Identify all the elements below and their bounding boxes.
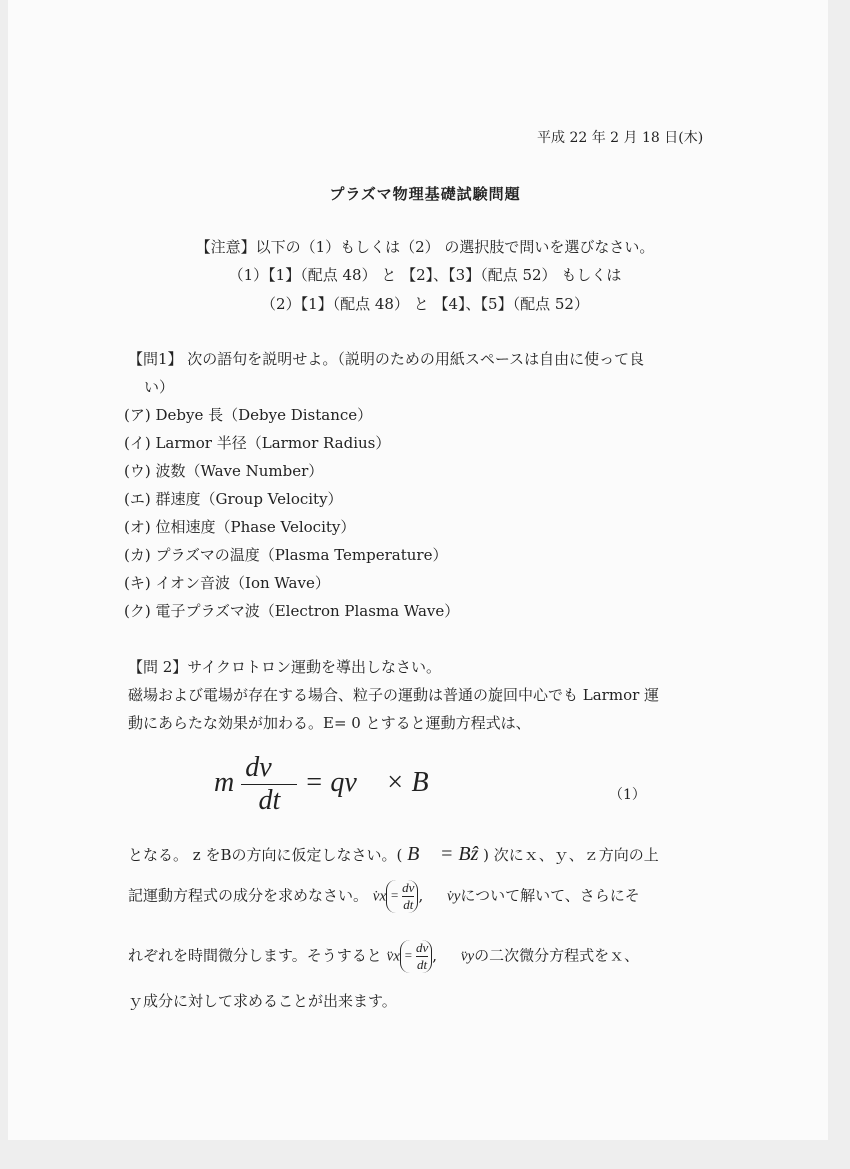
vx-definition: = $\frac{dv}{dt}$: [386, 880, 418, 913]
frac-num: dv: [402, 880, 415, 895]
vx-dot: v̇x: [372, 888, 387, 905]
exam-date: 平成 22 年 2 月 18 日(木): [537, 130, 704, 146]
frac-den: dt: [417, 957, 428, 972]
q2-heading: 【問 2】サイクロトロン運動を導出しなさい。: [128, 658, 441, 676]
q1-item: (ウ) 波数（Wave Number）: [124, 462, 324, 480]
vy-dot: v̇y: [447, 888, 461, 905]
equation-number: （1）: [609, 787, 646, 803]
exam-title: プラズマ物理基礎試験問題: [329, 185, 521, 203]
eq-numerator: dv⃗: [241, 752, 297, 785]
notice-line-3: （2）【1】（配点 48） と 【4】、【5】（配点 52）: [261, 295, 589, 313]
vx-ddot-definition: = $\frac{dv}{dt}$: [400, 940, 432, 973]
q2-line-4-text: 記運動方程式の成分を求めなさい。: [128, 886, 369, 905]
q1-heading: 【問1】 次の語句を説明せよ。（説明のための用紙スペースは自由に使って良: [128, 350, 645, 368]
q2-line-3: [128, 843, 659, 866]
notice-line-1: 【注意】以下の（1）もしくは（2） の選択肢で問いを選びなさい。: [195, 238, 655, 256]
frac-num: dv: [415, 940, 429, 955]
q1-item: (キ) イオン音波（Ion Wave）: [124, 574, 330, 592]
q2-paragraph-line: 磁場および電場が存在する場合、粒子の運動は普通の旋回中心でも Larmor 運: [128, 686, 660, 704]
q1-item: (イ) Larmor 半径（Larmor Radius）: [124, 434, 391, 452]
q1-item: (ア) Debye 長（Debye Distance）: [124, 406, 373, 424]
q2-line-3-text-end: ) 次にｘ、ｙ、ｚ方向の上: [483, 846, 659, 864]
q2-line-5-text: れぞれを時間微分します。そうすると: [128, 946, 382, 965]
eq-derivative: [241, 752, 297, 817]
q2-line-5: れぞれを時間微分します。そうすると v̈x = $\frac{dv}{dt}$ , v̈yの二次微分方程式をｘ、: [128, 940, 640, 972]
q1-item: (オ) 位相速度（Phase Velocity）: [124, 518, 356, 536]
q2-line-6: ｙ成分に対して求めることが出来ます。: [128, 992, 397, 1010]
q2-line-3-text: となる。 z をBの方向に仮定しなさい。(: [128, 846, 403, 864]
b-field-expression: B⃗ = Bẑ: [407, 843, 479, 865]
eq-mass: m: [214, 766, 235, 798]
frac-den: dt: [403, 897, 414, 912]
eq-denominator: dt: [258, 785, 281, 816]
q2-line-4-text-end: について解いて、さらにそ: [460, 886, 640, 905]
vx-ddot: v̈x: [386, 948, 400, 965]
equation-of-motion: [214, 752, 450, 817]
q1-item: (エ) 群速度（Group Velocity）: [124, 490, 343, 508]
eq-rhs: = qv⃗ × B⃗: [304, 766, 451, 798]
q2-paragraph-line: 動にあらたな効果が加わる。E= 0 とすると運動方程式は、: [128, 714, 531, 732]
q1-item: (カ) プラズマの温度（Plasma Temperature）: [124, 546, 448, 564]
notice-line-2: （1）【1】（配点 48） と 【2】、【3】（配点 52） もしくは: [228, 266, 622, 284]
q2-line-5-text-end: の二次微分方程式をｘ、: [474, 946, 640, 965]
q2-line-4: 記運動方程式の成分を求めなさい。 v̇x = $\frac{dv}{dt}$ , v̇yについて解いて、さらにそ: [128, 880, 640, 912]
vy-ddot: v̈y: [460, 948, 475, 965]
q1-heading-cont: い）: [144, 378, 175, 396]
q1-item: (ク) 電子プラズマ波（Electron Plasma Wave）: [124, 602, 460, 620]
